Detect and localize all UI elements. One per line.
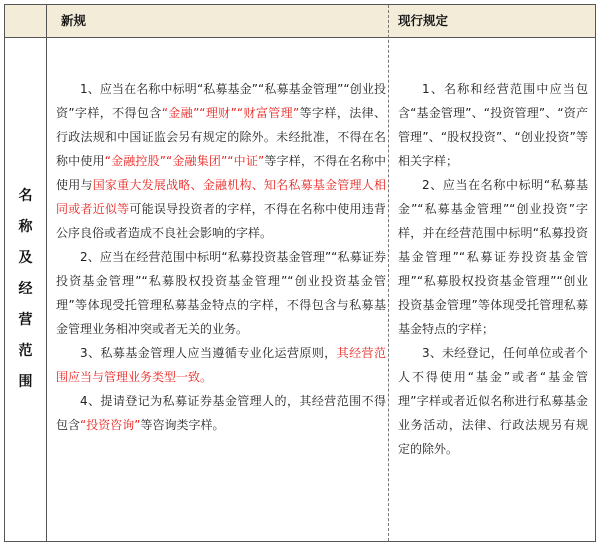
header-new-rules: 新规 (61, 13, 87, 28)
column-divider (46, 5, 47, 541)
new-rules-text (56, 77, 386, 437)
rule-text: 4、提请登记为私募证券基金管理人的，其经营范围不得包含 (56, 394, 386, 432)
row-label-char: 营 (18, 312, 33, 328)
current-rule-item: 3、未经登记，任何单位或者个人不得使用“基金”或者“基金管理”字样或者近似名称进行私募基金业务活动，法律、行政法规另有规定的除外。 (398, 346, 588, 456)
rule-text: 可能误导投资者的字样，不得在名称中使用违背公序良俗或者造成不良社会影响的字样。 (56, 202, 386, 240)
row-label-char: 围 (18, 374, 33, 390)
current-rule-item: 2、应当在名称中标明“私募基金”“私募基金管理”“创业投资”字样，并在经营范围中标明“私募投资基金管理”“私募证券投资基金管理”“私募股权投资基金管理”“创业投资基金管理”等体现受托管理私募基金特点的字样； (398, 178, 588, 336)
current-rules-text (398, 77, 588, 461)
rule-text: 2、应当在经营范围中标明“私募投资基金管理”“私募证券投资基金管理”“私募股权投资基金管理”“创业投资基金管理”等体现受托管理私募基金特点的字样，不得包含与私募基金管理业务相冲突或者无关的业务。 (56, 250, 386, 336)
highlighted-text: 其经营范围应当与管理业务类型一致。 (56, 346, 386, 384)
row-label-char: 经 (18, 281, 33, 297)
rule-text: 3、私募基金管理人应当遵循专业化运营原则， (80, 346, 337, 360)
new-rule-item (56, 389, 386, 437)
new-rule-item (56, 77, 386, 245)
rule-text: 等字样，不得在名称中使用与 (56, 154, 386, 192)
highlighted-text: “投资咨询” (80, 418, 141, 432)
table-header (5, 5, 595, 38)
row-label-char: 及 (18, 250, 33, 266)
new-rule-item (56, 341, 386, 389)
row-label-char: 称 (18, 219, 33, 235)
comparison-table (4, 4, 596, 542)
rule-text: 等字样，法律、行政法规和中国证监会另有规定的除外。未经批准，不得在名称中使用 (56, 106, 386, 168)
rule-text: 等咨询类字样。 (140, 418, 225, 432)
header-current-rules: 现行规定 (398, 13, 449, 28)
new-rule-item (56, 245, 386, 341)
current-rule-item: 1、名称和经营范围中应当包含“基金管理”、“投资管理”、“资产管理”、“股权投资”、“创业投资”等相关字样； (398, 82, 588, 168)
rule-text: 1、应当在名称中标明“私募基金”“私募基金管理”“创业投资”字样，不得包含 (56, 82, 386, 120)
highlighted-text: “金融控股”“金融集团”“中证” (104, 154, 265, 168)
column-divider-dashed (388, 5, 389, 541)
row-label-char: 名 (18, 188, 33, 204)
row-label-name-and-scope (5, 38, 46, 541)
highlighted-text: 国家重大发展战略、金融机构、知名私募基金管理人相同或者近似等 (56, 178, 386, 216)
row-label-char: 范 (18, 343, 33, 359)
highlighted-text: “金融”“理财”“财富管理” (161, 106, 300, 120)
